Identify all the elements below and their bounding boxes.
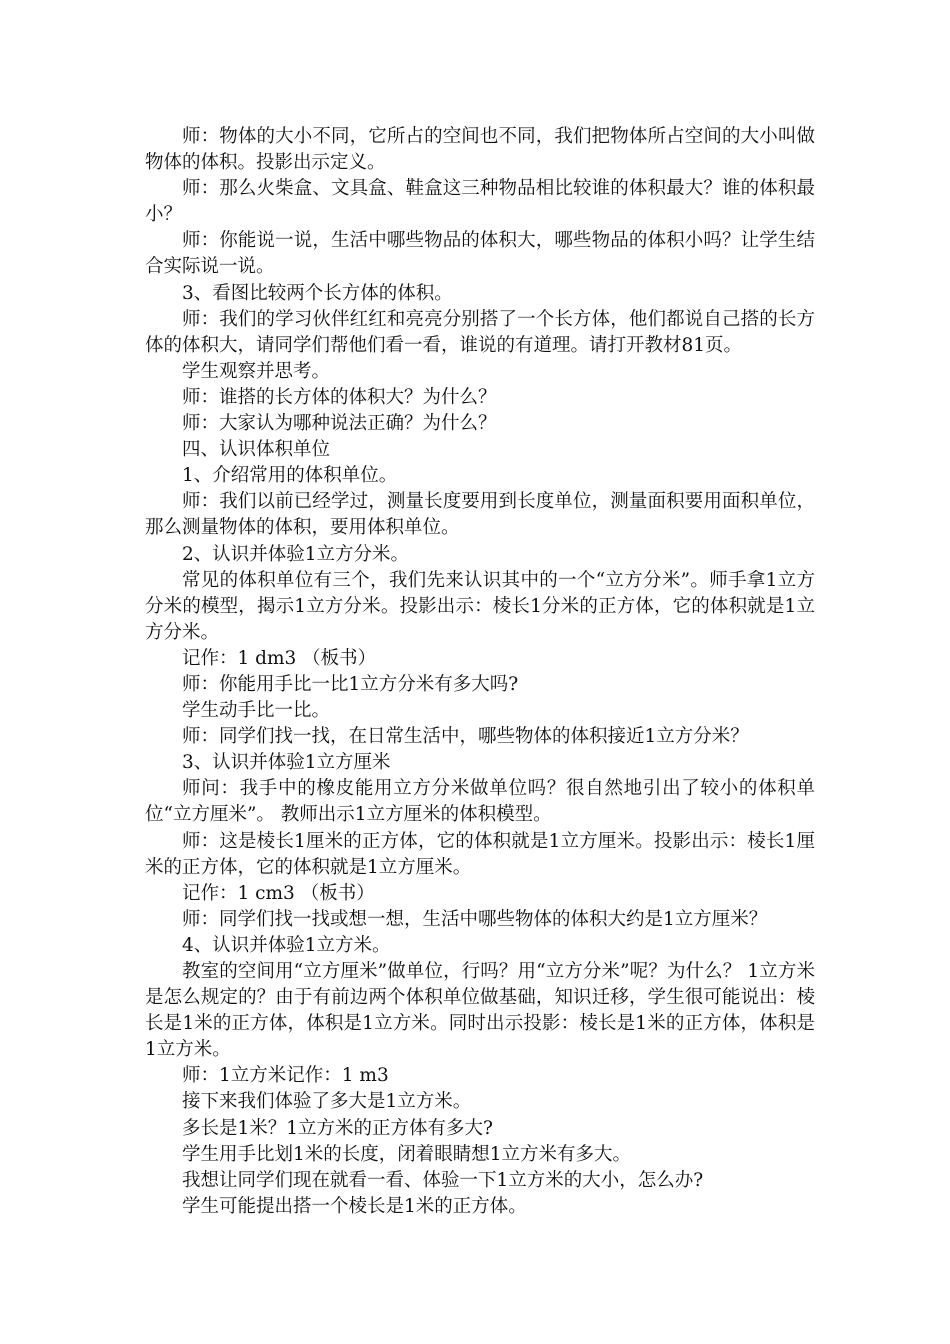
paragraph-20: 师：这是棱长1厘米的正方体，它的体积就是1立方厘米。投影出示：棱长1厘米的正方体，它的体积就是1立方厘米。 (145, 830, 815, 878)
document-body (145, 124, 815, 1220)
paragraph-10: 1、介绍常用的体积单位。 (182, 465, 398, 487)
paragraph-5: 师：我们的学习伙伴红红和亮亮分别搭了一个长方体，他们都说自己搭的长方体的体积大，请同学们帮他们看一看，谁说的有道理。请打开教材81页。 (145, 308, 815, 356)
paragraph-16: 学生动手比一比。 (182, 700, 331, 722)
paragraph-6: 学生观察并思考。 (182, 360, 331, 382)
paragraph-22: 师：同学们找一找或想一想，生活中哪些物体的体积大约是1立方厘米？ (182, 908, 768, 930)
paragraph-15: 师：你能用手比一比1立方分米有多大吗? (182, 673, 519, 695)
paragraph-14: 记作：1 dm3 （板书） (182, 647, 377, 669)
paragraph-8: 师：大家认为哪种说法正确？为什么？ (182, 413, 497, 435)
paragraph-1: 师：物体的大小不同，它所占的空间也不同，我们把物体所占空间的大小叫做物体的体积。投影出示定义。 (145, 126, 815, 174)
paragraph-28: 学生用手比划1米的长度，闭着眼睛想1立方米有多大。 (182, 1143, 632, 1165)
paragraph-2: 师：那么火柴盒、文具盒、鞋盒这三种物品相比较谁的体积最大？谁的体积最小？ (145, 178, 815, 226)
paragraph-3: 师：你能说一说，生活中哪些物品的体积大，哪些物品的体积小吗？让学生结合实际说一说。 (145, 230, 815, 278)
paragraph-4: 3、看图比较两个长方体的体积。 (182, 282, 453, 304)
paragraph-12: 2、认识并体验1立方分米。 (182, 543, 410, 565)
paragraph-21: 记作：1 cm3 （板书） (182, 882, 375, 904)
paragraph-27: 多长是1米？1立方米的正方体有多大? (182, 1117, 493, 1139)
paragraph-18: 3、认识并体验1立方厘米 (182, 752, 391, 774)
paragraph-24: 教室的空间用“立方厘米”做单位，行吗？用“立方分米”呢？为什么？ 1立方米是怎么规定的？由于有前边两个体积单位做基础，知识迁移，学生很可能说出：棱长是1米的正方体，体积是1立方米。同时出示投影：棱长是1米的正方体，体积是1立方米。 (145, 961, 815, 1061)
paragraph-30: 学生可能提出搭一个棱长是1米的正方体。 (182, 1195, 527, 1217)
section-heading-units: 四、认识体积单位 (182, 439, 331, 461)
paragraph-25: 师：1立方米记作：1 m3 (182, 1065, 389, 1087)
paragraph-26: 接下来我们体验了多大是1立方米。 (182, 1091, 472, 1113)
paragraph-19: 师问：我手中的橡皮能用立方分米做单位吗？很自然地引出了较小的体积单位“立方厘米”。 教师出示1立方厘米的体积模型。 (145, 778, 815, 826)
paragraph-29: 我想让同学们现在就看一看、体验一下1立方米的大小，怎么办? (182, 1169, 704, 1191)
paragraph-7: 师：谁搭的长方体的体积大？为什么？ (182, 386, 497, 408)
paragraph-11: 师：我们以前已经学过，测量长度要用到长度单位，测量面积要用面积单位，那么测量物体的体积，要用体积单位。 (145, 491, 815, 539)
paragraph-17: 师：同学们找一找，在日常生活中，哪些物体的体积接近1立方分米？ (182, 726, 749, 748)
paragraph-23: 4、认识并体验1立方米。 (182, 934, 391, 956)
paragraph-13: 常见的体积单位有三个，我们先来认识其中的一个“立方分米”。师手拿1立方分米的模型，揭示1立方分米。投影出示：棱长1分米的正方体，它的体积就是1立方分米。 (145, 569, 815, 643)
